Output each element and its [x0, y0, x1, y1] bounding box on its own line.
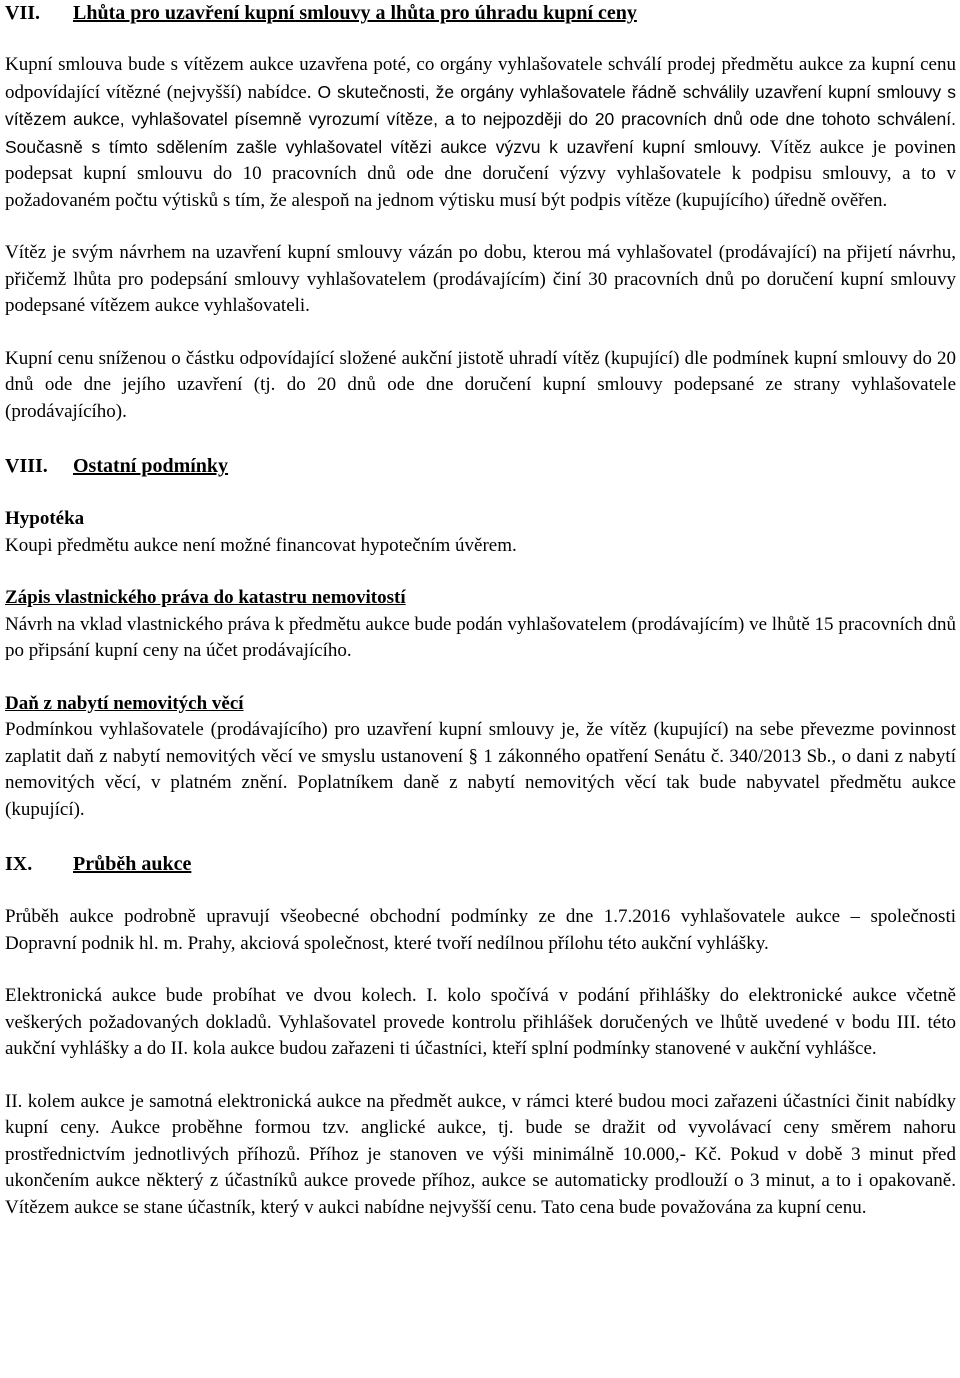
- dan-text-a: Podmínkou vyhlašovatele (prodávajícího) pro uzavření kupní smlouvy je, že vítěz (kupující) na sebe převezme povinnost zaplatit daň z nabytí nemovitých věcí ve smyslu ustanovení § 1 zákonného opatření Senátu č. 340/2013 Sb., o dani z nabytí nemovitých věcí, v platném znění.: [5, 719, 956, 793]
- section-9-title: Průběh aukce: [73, 853, 192, 875]
- dan-text-b: Poplatníkem daně z nabytí nemovitých věcí tak bude nabyvatel předmětu aukce (kupující).: [5, 772, 956, 820]
- dan-text: [5, 717, 956, 823]
- section-7-paragraph-3: Kupní cenu sníženou o částku odpovídající složené aukční jistotě uhradí vítěz (kupující) dle podmínek kupní smlouvy do 20 dnů ode dne jejího uzavření (tj. do 20 dnů ode dne doručení kupní smlouvy podepsané ze strany vyhlašovatele (prodávajícího).: [5, 347, 956, 422]
- section-9-paragraph-1: Průběh aukce podrobně upravují všeobecné obchodní podmínky ze dne 1.7.2016 vyhlašovatele aukce – společnosti Dopravní podnik hl. m. Prahy, akciová společnost, které tvoří nedílnou přílohu této aukční vyhlášky.: [5, 906, 956, 954]
- section-8-title: Ostatní podmínky: [73, 455, 229, 477]
- section-8-heading: [5, 453, 956, 480]
- section-7-heading: [5, 0, 956, 27]
- hypoteka-heading: Hypotéka: [5, 508, 85, 529]
- section-7-paragraph-1: [5, 52, 956, 214]
- section-9-heading: [5, 851, 956, 878]
- hypoteka-text: Koupi předmětu aukce není možné financovat hypotečním úvěrem.: [5, 534, 517, 556]
- dan-heading: Daň z nabytí nemovitých věcí: [5, 692, 244, 714]
- section-9-number: IX.: [5, 853, 33, 875]
- section-9-paragraph-2: Elektronická aukce bude probíhat ve dvou kolech. I. kolo spočívá v podání přihlášky do elektronické aukce včetně veškerých požadovaných dokladů. Vyhlašovatel provede kontrolu přihlášek doručených ve lhůtě uvedené v bodu III. této aukční vyhlášky a do II. kola aukce budou zařazeni ti účastníci, kteří splní podmínky stanovené v aukční vyhlášce.: [5, 985, 956, 1059]
- zapis-text: Návrh na vklad vlastnického práva k předmětu aukce bude podán vyhlašovatelem (prodávajícím) ve lhůtě 15 pracovních dnů po připsání kupní ceny na účet prodávajícího.: [5, 613, 956, 661]
- section-7-p1-sentence-b: O skutečnosti, že orgány vyhlašovatele řádně schválily uzavření kupní smlouvy s vítězem aukce, vyhlašovatel písemně vyrozumí vítěze, a to nejpozději do 20 pracovních dnů ode dne tohoto schválení.: [5, 81, 957, 129]
- section-7-paragraph-2: Vítěz je svým návrhem na uzavření kupní smlouvy vázán po dobu, kterou má vyhlašovatel (prodávající) na přijetí návrhu, přičemž lhůta pro podepsání smlouvy vyhlašovatelem (prodávajícím) činí 30 pracovních dnů po doručení kupní smlouvy podepsané vítězem aukce vyhlašovateli.: [5, 242, 956, 316]
- section-7-p1-sentence-d: Vítěz aukce je povinen podepsat kupní smlouvu do 10 pracovních dnů ode dne doručení výzvy vyhlašovatele k podpisu smlouvy, a to v požadovaném počtu výtisků s tím, že alespoň na jednom výtisku musí být podpis vítěze (kupujícího) úředně ověřen.: [5, 136, 956, 211]
- section-7-p1-sentence-a: Kupní smlouva bude s vítězem aukce uzavřena poté, co orgány vyhlašovatele schválí prodej předmětu aukce za kupní cenu odpovídající vítězné (nejvyšší) nabídce.: [5, 54, 956, 103]
- section-8-number: VIII.: [5, 455, 48, 477]
- section-9-paragraph-3: II. kolem aukce je samotná elektronická aukce na předmět aukce, v rámci které budou moci zařazeni účastníci činit nabídky kupní ceny. Aukce proběhne formou tzv. anglické aukce, tj. bude se dražit od vyvolávací ceny směrem nahoru prostřednictvím jednotlivých příhozů. Příhoz je stanoven ve výši minimálně 10.000,- Kč. Pokud v době 3 minut před ukončením aukce některý z účastníků aukce provede příhoz, aukce se automaticky prodlouží o 3 minut, a to i opakovaně. Vítězem aukce se stane účastník, který v aukci nabídne nejvyšší cenu. Tato cena bude považována za kupní cenu.: [5, 1090, 956, 1218]
- zapis-heading: Zápis vlastnického práva do katastru nemovitostí: [5, 587, 406, 608]
- section-7-p1-sentence-c: Současně s tímto sdělením zašle vyhlašovatel vítězi aukce výzvu k uzavření kupní smlouvy.: [5, 136, 762, 157]
- section-7-number: VII.: [5, 2, 41, 24]
- section-7-title: Lhůta pro uzavření kupní smlouvy a lhůta pro úhradu kupní ceny: [73, 2, 637, 24]
